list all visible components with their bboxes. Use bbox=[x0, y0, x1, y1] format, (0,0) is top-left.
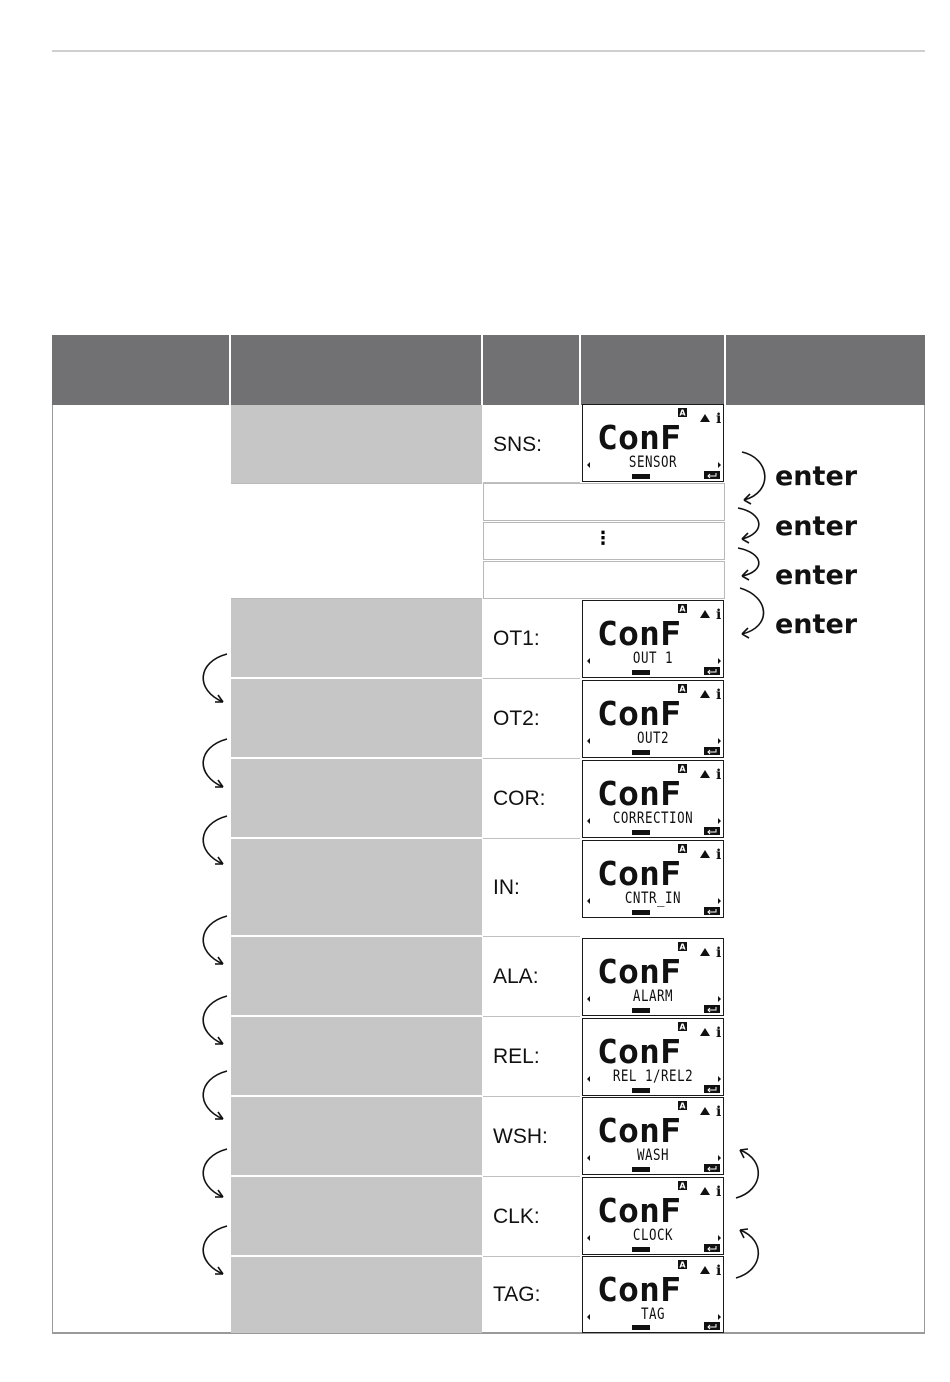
code-label: CLK: bbox=[493, 1205, 540, 1228]
mode-indicator-label: A bbox=[679, 764, 686, 774]
enter-key-icon bbox=[704, 471, 720, 479]
description-cell-ala bbox=[231, 937, 482, 1015]
conf-mode-bar bbox=[632, 830, 650, 835]
return-arrow-icon-2 bbox=[730, 1222, 770, 1284]
lcd-screen-cor bbox=[582, 760, 724, 838]
lcd-graphics bbox=[583, 761, 725, 839]
lcd-main-word: ConF bbox=[597, 774, 681, 813]
code-cell-clk bbox=[483, 1177, 580, 1257]
left-arrow-icon-8 bbox=[193, 1222, 233, 1280]
lcd-screen-in bbox=[582, 840, 724, 918]
enter-key-icon bbox=[704, 827, 720, 835]
mode-indicator-label: A bbox=[679, 604, 686, 614]
left-arrow-icon-6 bbox=[193, 1067, 233, 1125]
enter-key-icon bbox=[704, 667, 720, 675]
warning-icon bbox=[700, 948, 710, 956]
enter-key-icon bbox=[704, 1085, 720, 1093]
table-header-cell-3 bbox=[483, 335, 579, 405]
left-arrow-icon-2 bbox=[193, 735, 233, 793]
description-cell-ot2 bbox=[231, 679, 482, 757]
lcd-sub-label: ALARM bbox=[632, 986, 674, 1005]
conf-mode-bar bbox=[632, 1008, 650, 1013]
description-cell-sns bbox=[231, 405, 482, 483]
top-rule bbox=[52, 50, 925, 52]
enter-arrow-icon-4 bbox=[730, 585, 775, 645]
lcd-screen-ot1 bbox=[582, 600, 724, 678]
description-cell-sensor-sub bbox=[231, 483, 482, 599]
info-icon: i bbox=[716, 945, 722, 961]
lcd-main-word: ConF bbox=[597, 1191, 681, 1230]
conf-mode-bar bbox=[632, 1088, 650, 1093]
lcd-sub-label: OUT 1 bbox=[632, 648, 674, 667]
conf-mode-bar bbox=[632, 910, 650, 915]
description-cell-cor bbox=[231, 759, 482, 837]
enter-label-3: enter bbox=[775, 560, 858, 591]
left-arrow-icon-3 bbox=[193, 812, 233, 870]
lcd-screen-rel bbox=[582, 1018, 724, 1096]
warning-icon bbox=[700, 770, 710, 778]
lcd-graphics bbox=[583, 601, 725, 679]
table-header-cell-5 bbox=[726, 335, 925, 405]
mode-indicator-label: A bbox=[679, 1181, 686, 1191]
code-label: OT2: bbox=[493, 707, 540, 730]
lcd-main-word: ConF bbox=[597, 614, 681, 653]
lcd-sub-label: CORRECTION bbox=[612, 808, 694, 827]
description-cell-clk bbox=[231, 1177, 482, 1255]
enter-key-icon bbox=[704, 1244, 720, 1252]
lcd-graphics bbox=[583, 405, 725, 483]
code-cell-ala bbox=[483, 937, 580, 1017]
lcd-sub-label: CNTR_IN bbox=[624, 888, 682, 907]
description-cell-rel bbox=[231, 1017, 482, 1095]
mode-indicator-label: A bbox=[679, 942, 686, 952]
lcd-sub-label: REL 1/REL2 bbox=[612, 1066, 694, 1085]
lcd-graphics bbox=[583, 1098, 725, 1176]
info-icon: i bbox=[716, 687, 722, 703]
enter-label-2: enter bbox=[775, 511, 858, 542]
warning-icon bbox=[700, 414, 710, 422]
mode-indicator-label: A bbox=[679, 1260, 686, 1270]
code-label: ALA: bbox=[493, 965, 539, 988]
info-icon: i bbox=[716, 1184, 722, 1200]
conf-mode-bar bbox=[632, 1247, 650, 1252]
mode-indicator-label: A bbox=[679, 1022, 686, 1032]
warning-icon bbox=[700, 1266, 710, 1274]
code-label: SNS: bbox=[493, 433, 543, 456]
lcd-main-word: ConF bbox=[597, 952, 681, 991]
lcd-main-word: ConF bbox=[597, 1111, 681, 1150]
code-label: IN: bbox=[493, 876, 520, 899]
lcd-sub-label: TAG bbox=[640, 1304, 666, 1323]
mode-indicator-label: A bbox=[679, 1101, 686, 1111]
return-arrow-icon-1 bbox=[730, 1142, 770, 1204]
table-frame-left bbox=[52, 405, 53, 1333]
enter-key-icon bbox=[704, 1322, 720, 1330]
table-header-cell-4 bbox=[581, 335, 724, 405]
lcd-screen-ala bbox=[582, 938, 724, 1016]
lcd-main-word: ConF bbox=[597, 1032, 681, 1071]
lcd-main-word: ConF bbox=[597, 854, 681, 893]
lcd-graphics bbox=[583, 1019, 725, 1097]
sub-row-3 bbox=[483, 561, 725, 599]
lcd-screen-clk bbox=[582, 1177, 724, 1255]
warning-icon bbox=[700, 690, 710, 698]
enter-arrow-icon-1 bbox=[730, 448, 775, 512]
code-label: WSH: bbox=[493, 1125, 548, 1148]
lcd-graphics bbox=[583, 1178, 725, 1256]
lcd-main-word: ConF bbox=[597, 418, 681, 457]
description-cell-ot1 bbox=[231, 599, 482, 677]
lcd-graphics bbox=[583, 939, 725, 1017]
code-cell-cor bbox=[483, 759, 580, 839]
table-frame-right bbox=[924, 405, 925, 1333]
left-arrow-icon-7 bbox=[193, 1145, 233, 1203]
warning-icon bbox=[700, 610, 710, 618]
conf-mode-bar bbox=[632, 750, 650, 755]
left-arrow-icon-4 bbox=[193, 912, 233, 970]
info-icon: i bbox=[716, 411, 722, 427]
info-icon: i bbox=[716, 607, 722, 623]
lcd-sub-label: OUT2 bbox=[636, 728, 670, 747]
left-arrow-icon-5 bbox=[193, 992, 233, 1050]
mode-indicator-label: A bbox=[679, 684, 686, 694]
conf-mode-bar bbox=[632, 1325, 650, 1330]
description-cell-in bbox=[231, 839, 482, 935]
code-cell-wsh bbox=[483, 1097, 580, 1177]
code-cell-sns bbox=[483, 405, 580, 483]
lcd-sub-label: SENSOR bbox=[628, 452, 678, 471]
mode-indicator-label: A bbox=[679, 844, 686, 854]
enter-key-icon bbox=[704, 747, 720, 755]
code-cell-ot2 bbox=[483, 679, 580, 759]
code-label: REL: bbox=[493, 1045, 540, 1068]
sub-row-1 bbox=[483, 483, 725, 521]
conf-mode-bar bbox=[632, 1167, 650, 1172]
warning-icon bbox=[700, 1187, 710, 1195]
lcd-sub-label: CLOCK bbox=[632, 1225, 674, 1244]
info-icon: i bbox=[716, 847, 722, 863]
warning-icon bbox=[700, 850, 710, 858]
info-icon: i bbox=[716, 767, 722, 783]
lcd-screen-ot2 bbox=[582, 680, 724, 758]
conf-mode-bar bbox=[632, 670, 650, 675]
warning-icon bbox=[700, 1028, 710, 1036]
vertical-ellipsis: ⋮ bbox=[594, 528, 612, 548]
code-cell-tag bbox=[483, 1257, 580, 1333]
info-icon: i bbox=[716, 1104, 722, 1120]
lcd-graphics bbox=[583, 841, 725, 919]
enter-label-4: enter bbox=[775, 609, 858, 640]
code-cell-in bbox=[483, 839, 580, 937]
warning-icon bbox=[700, 1107, 710, 1115]
lcd-main-word: ConF bbox=[597, 1270, 681, 1309]
enter-key-icon bbox=[704, 907, 720, 915]
code-cell-ot1 bbox=[483, 599, 580, 679]
code-label: COR: bbox=[493, 787, 546, 810]
lcd-sub-label: WASH bbox=[636, 1145, 670, 1164]
enter-key-icon bbox=[704, 1164, 720, 1172]
mode-indicator-label: A bbox=[679, 408, 686, 418]
left-arrow-icon-1 bbox=[193, 650, 233, 708]
enter-label-1: enter bbox=[775, 461, 858, 492]
description-cell-tag bbox=[231, 1257, 482, 1333]
lcd-screen-tag bbox=[582, 1256, 724, 1333]
info-icon: i bbox=[716, 1263, 722, 1279]
enter-arrow-icon-3 bbox=[730, 545, 775, 585]
code-label: OT1: bbox=[493, 627, 540, 650]
lcd-screen-wsh bbox=[582, 1097, 724, 1175]
table-header-cell-1 bbox=[52, 335, 229, 405]
lcd-screen-sns bbox=[582, 404, 724, 482]
conf-mode-bar bbox=[632, 474, 650, 479]
enter-arrow-icon-2 bbox=[730, 505, 775, 545]
sub-row-2 bbox=[483, 522, 725, 560]
enter-key-icon bbox=[704, 1005, 720, 1013]
lcd-main-word: ConF bbox=[597, 694, 681, 733]
lcd-graphics bbox=[583, 681, 725, 759]
info-icon: i bbox=[716, 1025, 722, 1041]
table-header-cell-2 bbox=[231, 335, 481, 405]
code-label: TAG: bbox=[493, 1283, 541, 1306]
code-cell-rel bbox=[483, 1017, 580, 1097]
description-cell-wsh bbox=[231, 1097, 482, 1175]
